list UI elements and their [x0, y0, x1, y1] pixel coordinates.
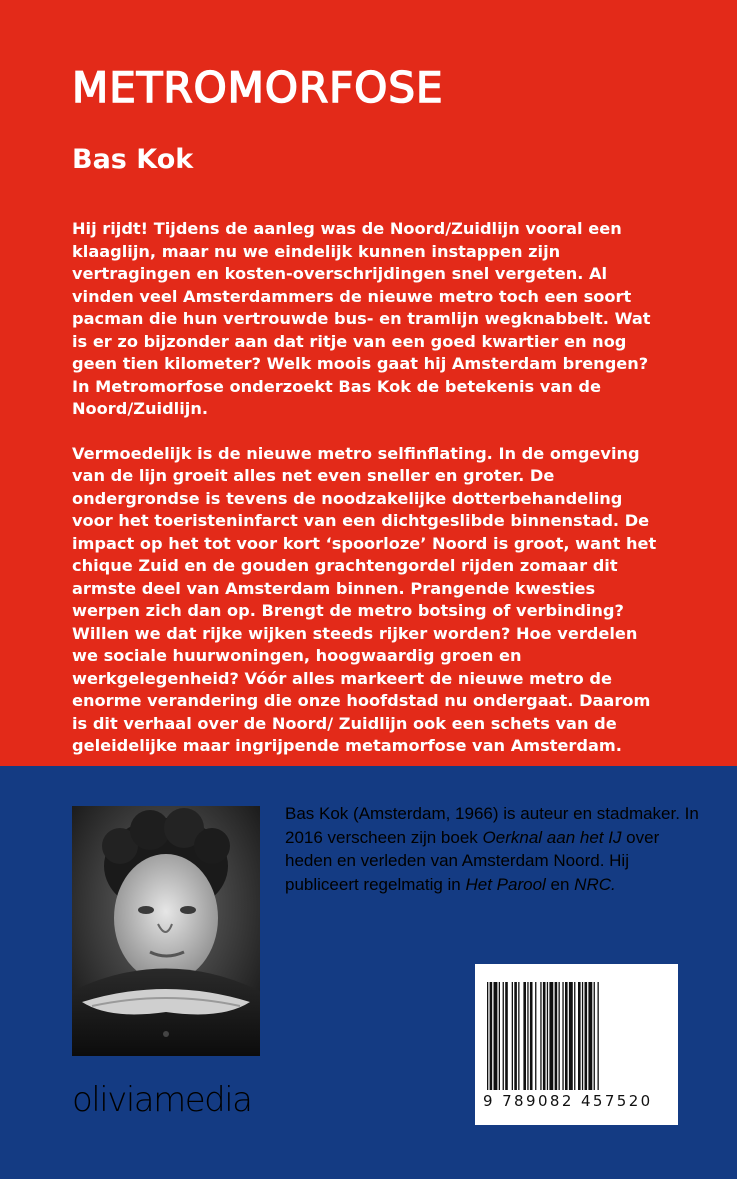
isbn-number: 9 789082 457520 [483, 1092, 653, 1110]
blurb-paragraph: Vermoedelijk is de nieuwe metro selfinflating. In de omgeving van de lijn groeit alles net even sneller en groter. De ondergrondse is tevens de noodzakelijke dotterbehandeling voor het toeristeninfarct van een dichtgeslibde binnenstad. De impact op het tot voor kort ‘spoorloze’ Noord is groot, want het chique Zuid en de gouden grachtengordel rijden zomaar dit armste deel van Amsterdam binnen. Prangende kwesties werpen zich dan op. Brengt de metro botsing of verbinding? Willen we dat rijke wijken steeds rijker worden? Hoe verdelen we sociale huurwoningen, hoogwaardig groen en werkgelegenheid? Vóór alles markeert de nieuwe metro de enorme verandering die onze hoofdstad nu ondergaat. Daarom is dit verhaal over de Noord/ Zuidlijn ook een schets van de geleidelijke maar ingrijpende metamorfose van Amsterdam. [72, 443, 657, 755]
barcode-bar [530, 982, 533, 1090]
barcode-bars [487, 982, 667, 1090]
barcode-bar [569, 982, 573, 1090]
barcode-bar [540, 982, 541, 1090]
barcode-bar [543, 982, 546, 1090]
barcode-bar [555, 982, 558, 1090]
bio-text: over heden en verleden van Amsterdam Noord. Hij publiceert regelmatig in [285, 827, 660, 894]
barcode-bar [588, 982, 592, 1090]
barcode-bar [503, 982, 504, 1090]
author-name: Bas Kok [72, 144, 194, 175]
barcode-bar [499, 982, 500, 1090]
barcode-bar [487, 982, 488, 1090]
blurb [72, 218, 668, 758]
author-portrait-image [72, 806, 260, 1056]
barcode-bar [594, 982, 595, 1090]
barcode-bar [512, 982, 513, 1090]
barcode-bar [578, 982, 581, 1090]
barcode-bar [559, 982, 560, 1090]
book-title: METROMORFOSE [72, 63, 444, 112]
barcode-bar [494, 982, 498, 1090]
author-photo [72, 806, 260, 1056]
barcode-bar [514, 982, 517, 1090]
barcode-bar [547, 982, 548, 1090]
barcode-bar [565, 982, 568, 1090]
barcode-bar [582, 982, 583, 1090]
barcode-bar [518, 982, 519, 1090]
book-reference: Oerknal aan het IJ [482, 827, 622, 847]
bio-text: en [545, 874, 575, 894]
blurb-paragraph: Hij rijdt! Tijdens de aanleg was de Noord/Zuidlijn vooral een klaaglijn, maar nu we eindelijk kunnen instappen zijn vertragingen en kosten-overschrijdingen snel vergeten. Al vinden veel Amsterdammers de nieuwe metro toch een soort pacman die hun vertrouwde bus- en tramlijn wegknabbelt. Wat is er zo bijzonder aan dat ritje van een goed kwartier en nog geen tien kilometer? Welk moois gaat hij Amsterdam brengen? In Metromorfose onderzoekt Bas Kok de betekenis van de Noord/Zuidlijn. [72, 219, 651, 418]
newspaper-reference: Het Parool [465, 874, 546, 894]
barcode-bar [549, 982, 553, 1090]
bio-text: Bas Kok (Amsterdam, 1966) is auteur en stadmaker. In 2016 verscheen zijn boek [285, 804, 699, 847]
newspaper-reference: NRC. [574, 874, 616, 894]
barcode-bar [562, 982, 563, 1090]
publisher-logo: oliviamedia [72, 1080, 252, 1120]
barcode [475, 964, 678, 1125]
barcode-bar [523, 982, 526, 1090]
barcode-bar [535, 982, 536, 1090]
barcode-bar [505, 982, 508, 1090]
barcode-bar [585, 982, 588, 1090]
barcode-bar [490, 982, 493, 1090]
author-bio [285, 802, 705, 896]
barcode-bar [574, 982, 575, 1090]
barcode-bar [527, 982, 528, 1090]
barcode-bar [598, 982, 599, 1090]
